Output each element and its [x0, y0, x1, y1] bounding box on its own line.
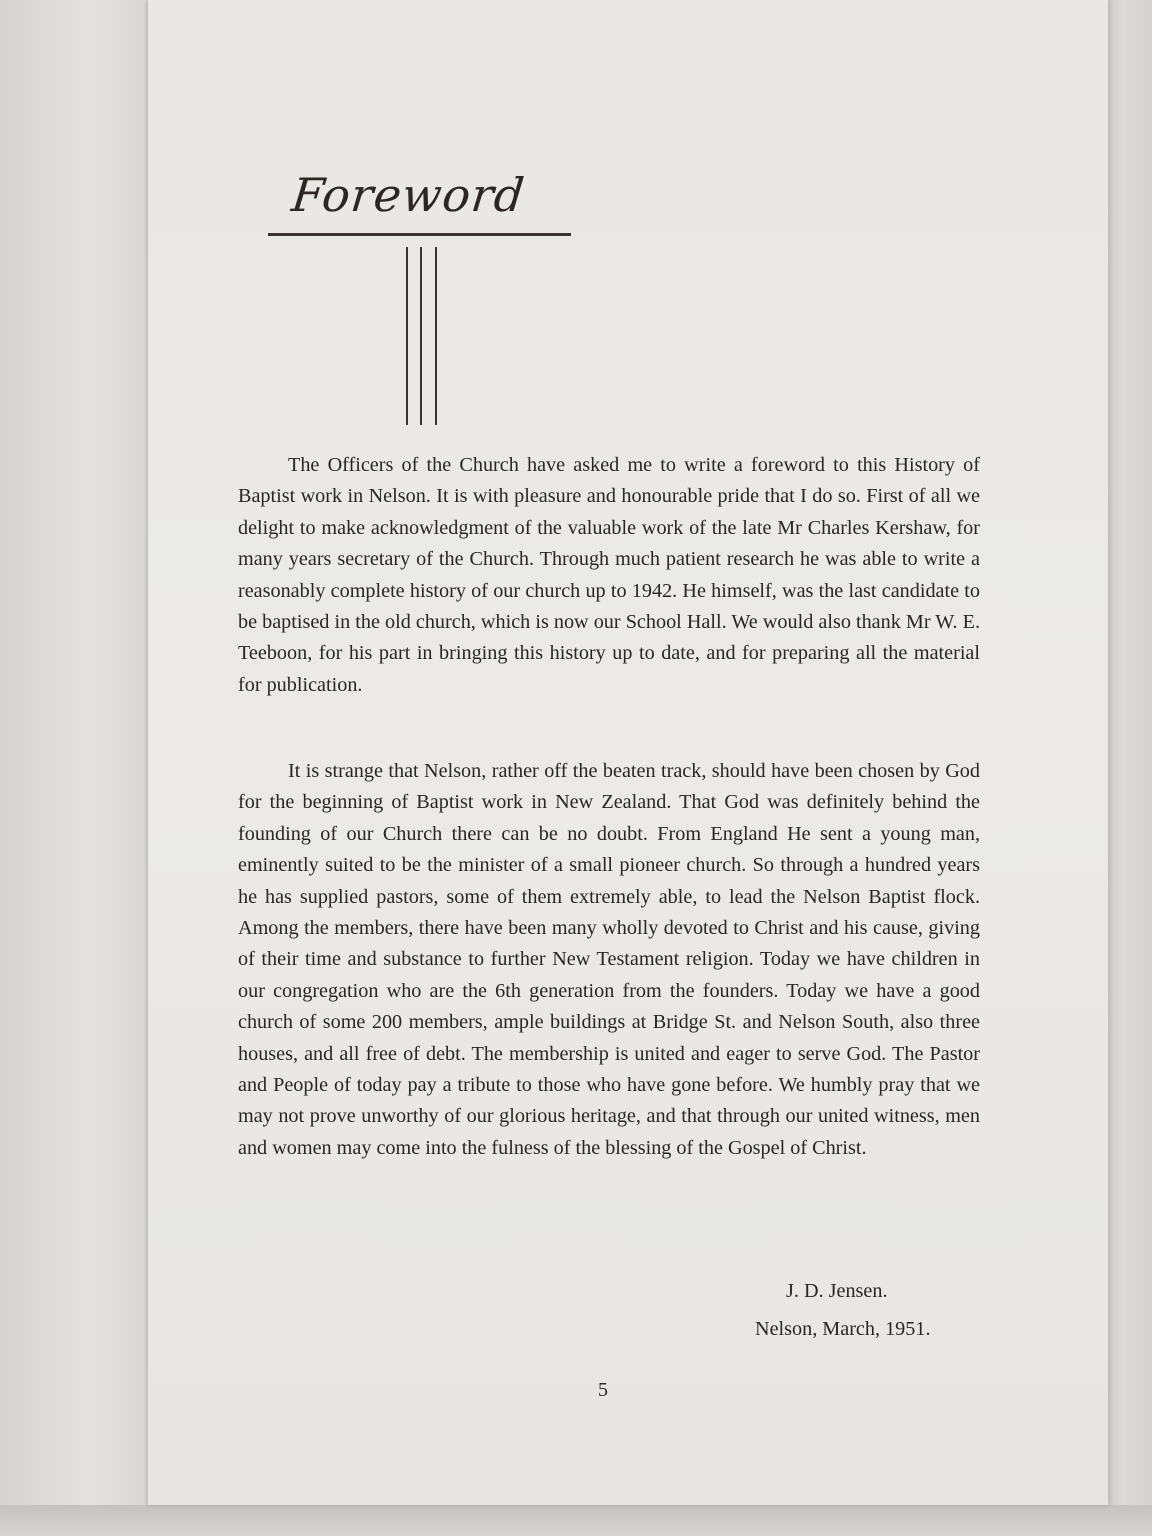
booklet-page	[148, 0, 1108, 1505]
table-surface	[0, 1505, 1152, 1536]
signature-place-date: Nelson, March, 1951.	[755, 1318, 931, 1340]
page-edge-stack	[1104, 0, 1152, 1536]
foreword-paragraph-1: The Officers of the Church have asked me to write a foreword to this History of Baptist work in Nelson. It is with pleasure and honourable pride that I do so. First of all we delight to make acknowledgment of the valuable work of the late Mr Charles Kershaw, for many years secretary of the Church. Through much patient research he was able to write a reasonably complete history of our church up to 1942. He himself, was the last candidate to be baptised in the old church, which is now our School Hall. We would also thank Mr W. E. Teeboon, for his part in bringing this history up to date, and for preparing all the material for publication.	[238, 454, 980, 696]
decorative-vertical-line	[420, 247, 422, 425]
signature-name: J. D. Jensen.	[786, 1280, 888, 1302]
decorative-vertical-line	[435, 247, 437, 425]
page-title: Foreword	[289, 168, 528, 222]
title-underline	[268, 233, 571, 236]
decorative-vertical-line	[406, 247, 408, 425]
left-facing-page	[0, 0, 150, 1536]
foreword-paragraph-2: It is strange that Nelson, rather off the beaten track, should have been chosen by God for the beginning of Baptist work in New Zealand. That God was definitely behind the founding of our Church there can be no doubt. From England He sent a young man, eminently suited to be the minister of a small pioneer church. So through a hundred years he has supplied pastors, some of them extremely able, to lead the Nelson Baptist flock. Among the members, there have been many wholly devoted to Christ and his cause, giving of their time and substance to further New Testament religion. Today we have children in our congregation who are the 6th generation from the founders. Today we have a good church of some 200 members, ample buildings at Bridge St. and Nelson South, also three houses, and all free of debt. The membership is united and eager to serve God. The Pastor and People of today pay a tribute to those who have gone before. We humbly pray that we may not prove unworthy of our glorious heritage, and that through our united witness, men and women may come into the fulness of the blessing of the Gospel of Christ.	[238, 760, 980, 1159]
page-number: 5	[598, 1379, 608, 1401]
